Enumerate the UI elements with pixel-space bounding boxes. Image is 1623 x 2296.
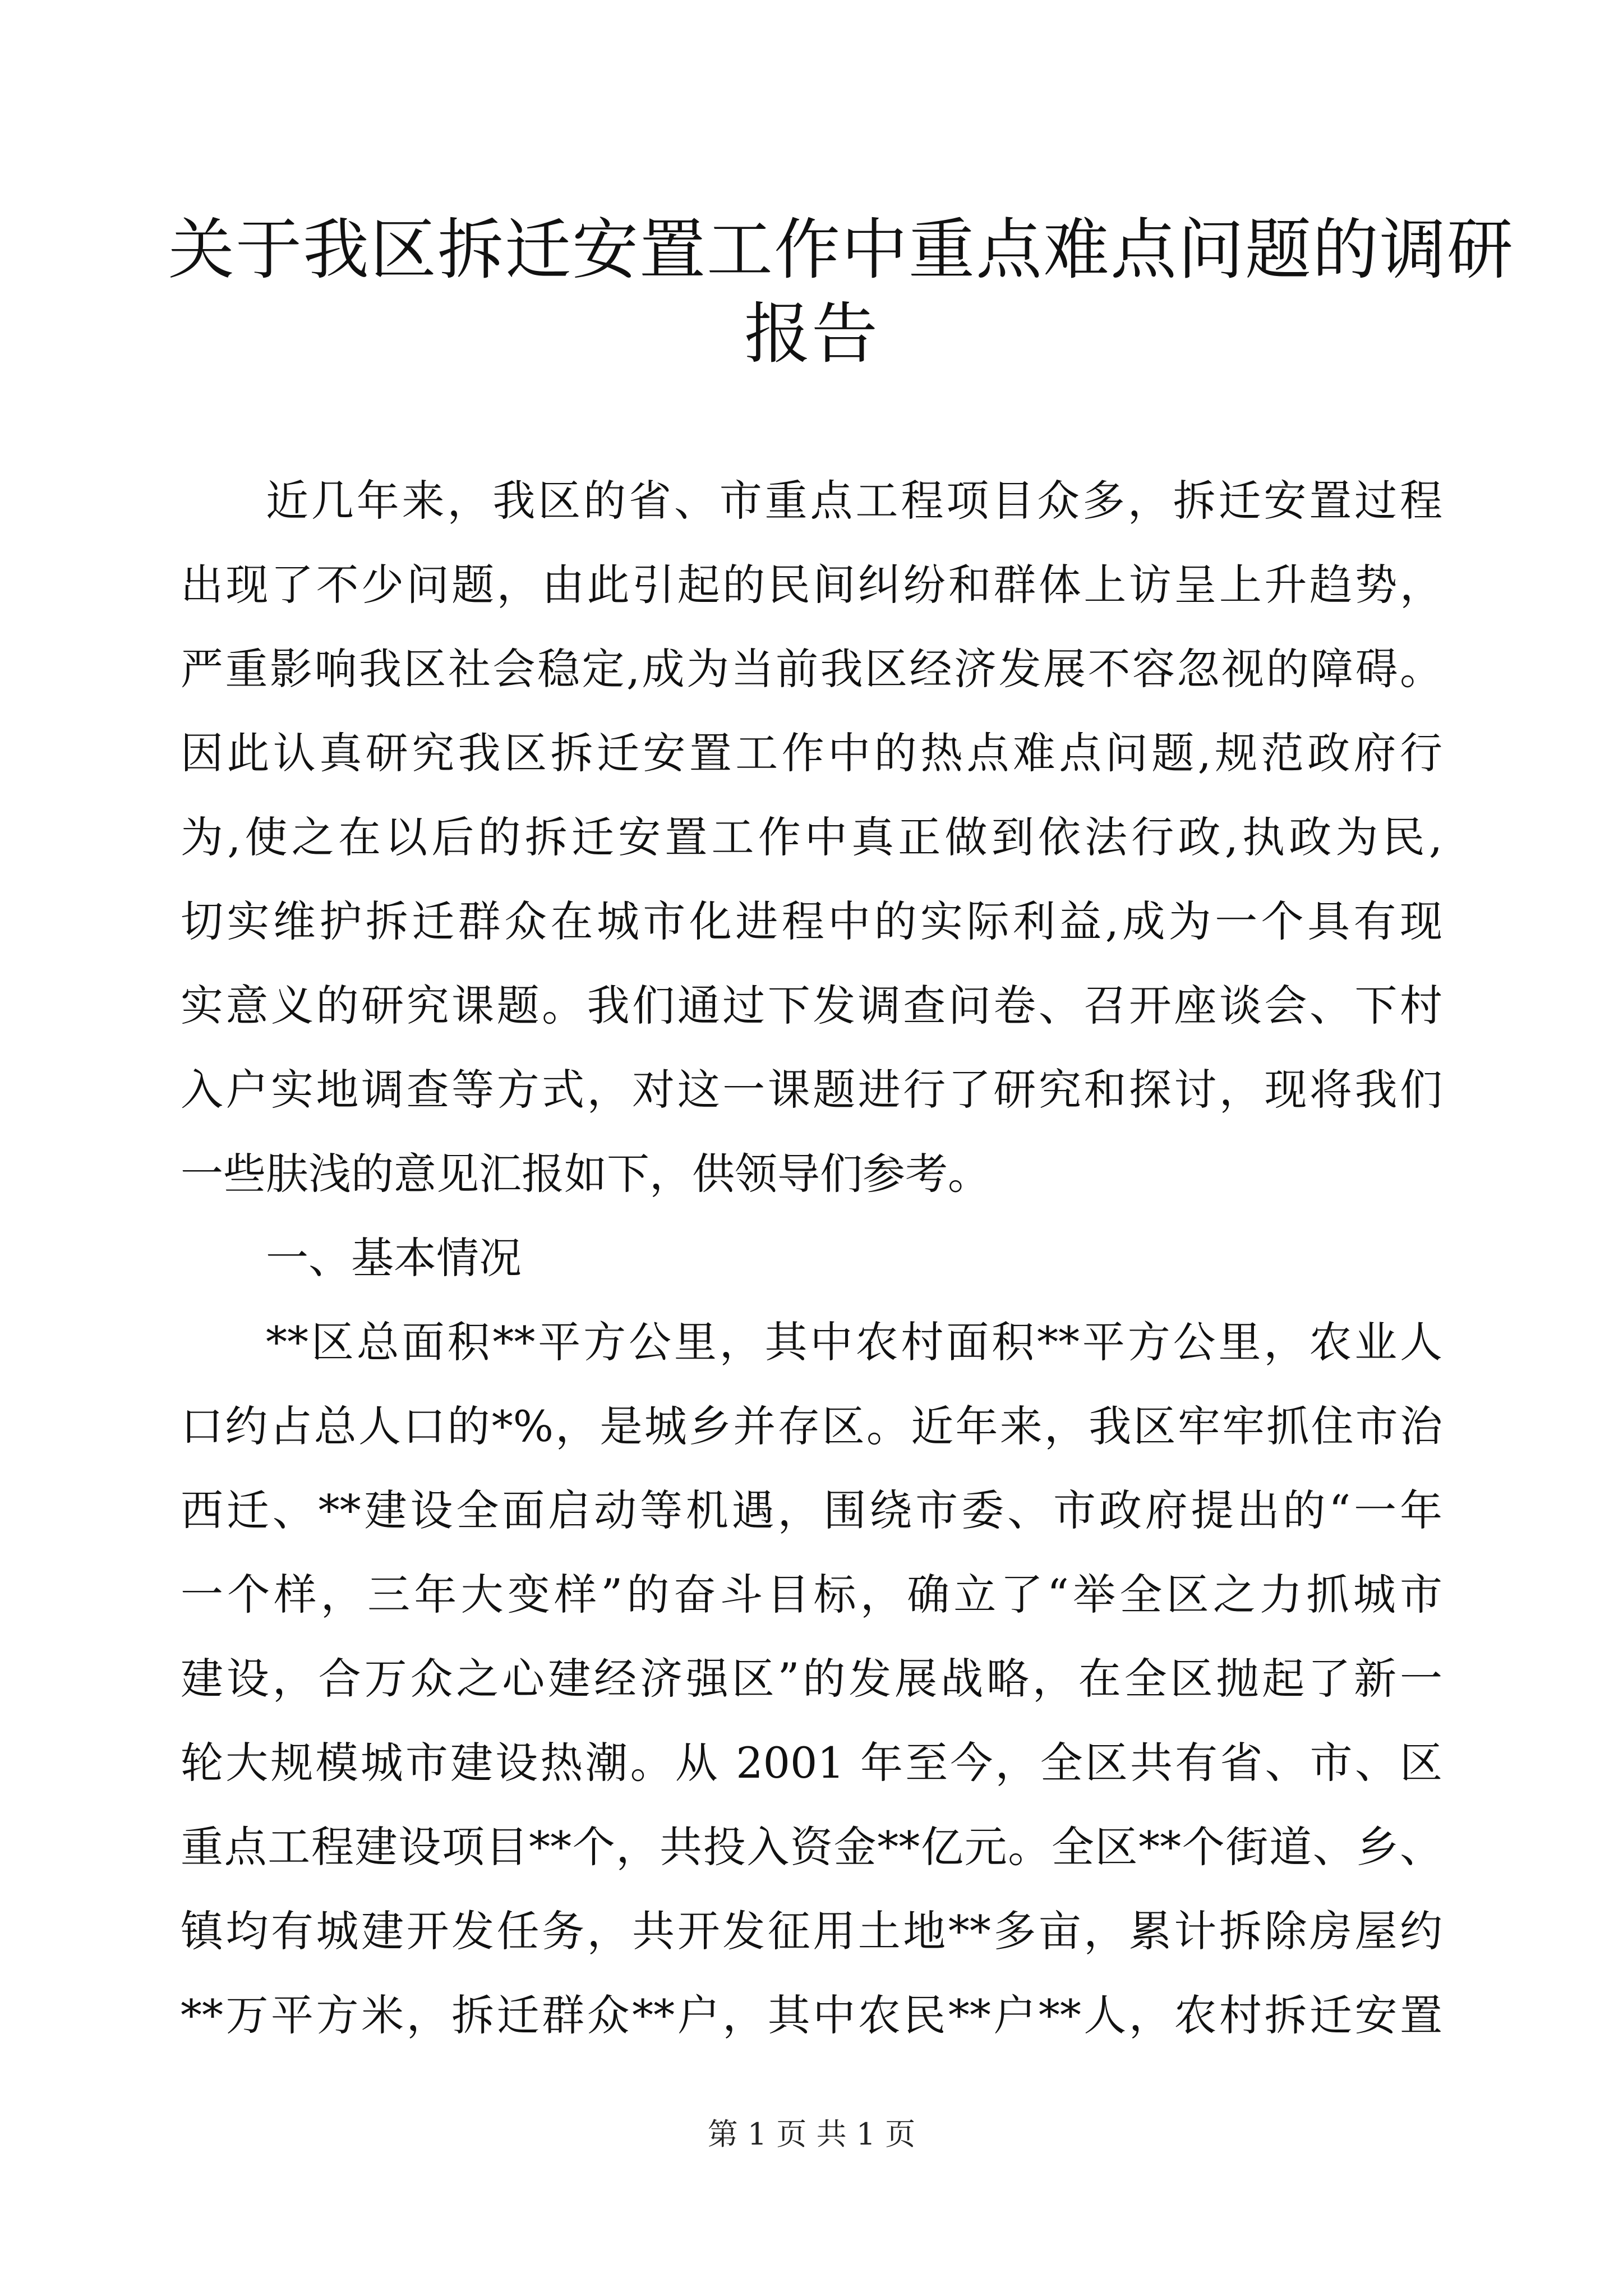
- text-line: 一个样，三年大变样”的奋斗目标，确立了“举全区之力抓城市: [181, 1570, 1442, 1619]
- text-line: 口约占总人口的*%，是城乡并存区。近年来，我区牢牢抓住市治: [181, 1401, 1442, 1451]
- text-line: 建设，合万众之心建经济强区”的发展战略，在全区抛起了新一: [181, 1654, 1442, 1704]
- text-line: 一些肤浅的意见汇报如下，供领导们参考。: [181, 1149, 990, 1199]
- title-line-2: 报告: [744, 295, 879, 372]
- section-heading-basic-situation: 一、基本情况: [266, 1233, 522, 1283]
- text-line: **万平方米，拆迁群众**户，其中农民**户**人，农村拆迁安置: [181, 1990, 1442, 2040]
- title-line-1: 关于我区拆迁安置工作中重点难点问题的调研: [168, 211, 1515, 288]
- text-line: 因此认真研究我区拆迁安置工作中的热点难点问题,规范政府行: [181, 728, 1442, 778]
- document-body: [181, 459, 1442, 2058]
- text-line: 切实维护拆迁群众在城市化进程中的实际利益,成为一个具有现: [181, 896, 1442, 946]
- page-footer: 第 1 页 共 1 页: [707, 2116, 916, 2152]
- document-title: [168, 208, 1515, 376]
- text-line: 轮大规模城市建设热潮。从 2001 年至今，全区共有省、市、区: [181, 1738, 1442, 1788]
- text-line: 严重影响我区社会稳定,成为当前我区经济发展不容忽视的障碍。: [181, 644, 1442, 694]
- text-line: 出现了不少问题，由此引起的民间纠纷和群体上访呈上升趋势，: [181, 560, 1442, 610]
- text-line: 实意义的研究课题。我们通过下发调查问卷、召开座谈会、下村: [181, 981, 1442, 1030]
- text-line: 西迁、**建设全面启动等机遇，围绕市委、市政府提出的“一年: [181, 1485, 1442, 1535]
- text-line: 为,使之在以后的拆迁安置工作中真正做到依法行政,执政为民,: [181, 812, 1442, 862]
- text-line: 镇均有城建开发任务，共开发征用土地**多亩，累计拆除房屋约: [181, 1906, 1442, 1956]
- paragraph-basic-situation: [181, 1300, 1442, 2058]
- text-line: 入户实地调查等方式，对这一课题进行了研究和探讨，现将我们: [181, 1065, 1442, 1115]
- paragraph-intro: [181, 459, 1442, 1216]
- text-line: **区总面积**平方公里，其中农村面积**平方公里，农业人: [266, 1317, 1442, 1367]
- text-line: 重点工程建设项目**个，共投入资金**亿元。全区**个街道、乡、: [181, 1822, 1442, 1872]
- text-line: 近几年来，我区的省、市重点工程项目众多，拆迁安置过程: [266, 476, 1442, 526]
